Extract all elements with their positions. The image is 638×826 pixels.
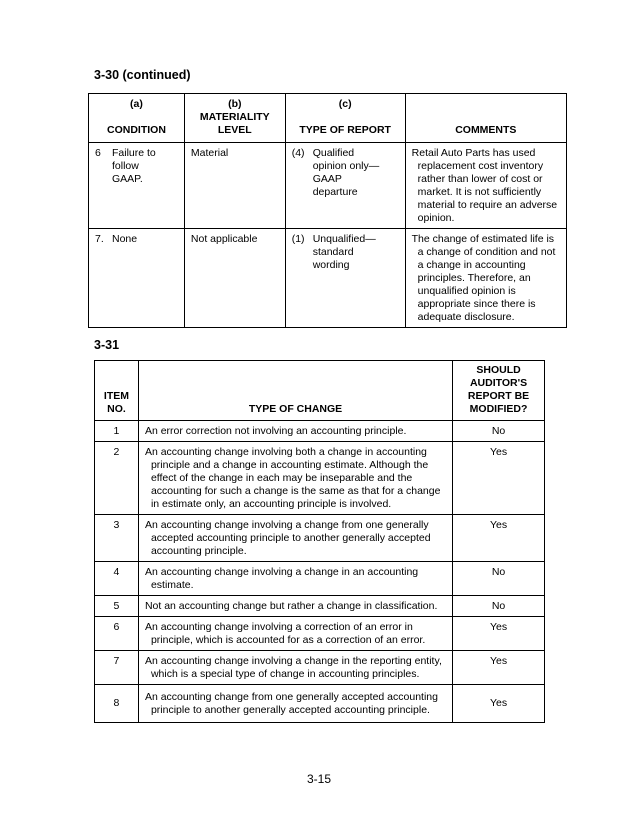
- item-no-cell: 6: [95, 617, 139, 651]
- type-of-change-cell: An accounting change involving a change in the reporting entity, which is a special type of change in accounting principles.: [138, 651, 452, 685]
- table-3-30: [88, 93, 567, 328]
- header-should-modify: SHOULD AUDITOR'S REPORT BE MODIFIED?: [453, 361, 545, 421]
- modified-cell: Yes: [453, 442, 545, 515]
- modified-cell: No: [453, 421, 545, 442]
- page-number: 3-15: [306, 772, 332, 786]
- table-3-31-header: [95, 361, 545, 421]
- table-row: [95, 596, 545, 617]
- item-no-cell: 1: [95, 421, 139, 442]
- header-type-of-change: TYPE OF CHANGE: [138, 361, 452, 421]
- modified-cell: No: [453, 562, 545, 596]
- table-row: [95, 562, 545, 596]
- item-no-cell: 2: [95, 442, 139, 515]
- materiality-cell: Not applicable: [184, 229, 285, 328]
- table-row: [95, 442, 545, 515]
- table-row: [95, 617, 545, 651]
- type-of-change-cell: An accounting change involving a change from one generally accepted accounting principle to another generally accepted accounting principle.: [138, 515, 452, 562]
- item-no-cell: 8: [95, 685, 139, 723]
- table-row: [89, 229, 567, 328]
- header-comments: COMMENTS: [405, 94, 566, 143]
- item-no-cell: 7: [95, 651, 139, 685]
- item-no-cell: 3: [95, 515, 139, 562]
- header-item-no: ITEM NO.: [95, 361, 139, 421]
- modified-cell: Yes: [453, 617, 545, 651]
- table-row: [95, 421, 545, 442]
- table-row: [89, 143, 567, 229]
- comments-cell: Retail Auto Parts has used replacement cost inventory rather than lower of cost or market. It is not sufficiently material to require an adverse opinion.: [405, 143, 566, 229]
- table-3-30-header: [89, 94, 567, 143]
- modified-cell: Yes: [453, 515, 545, 562]
- header-report-type: (c) TYPE OF REPORT: [285, 94, 405, 143]
- item-no-cell: 4: [95, 562, 139, 596]
- condition-cell: 6 Failure to follow GAAP.: [89, 143, 185, 229]
- modified-cell: Yes: [453, 685, 545, 723]
- table-row: [95, 651, 545, 685]
- type-of-change-cell: An accounting change involving a correction of an error in principle, which is accounted for as a correction of an error.: [138, 617, 452, 651]
- materiality-cell: Material: [184, 143, 285, 229]
- modified-cell: Yes: [453, 651, 545, 685]
- header-materiality: (b) MATERIALITY LEVEL: [184, 94, 285, 143]
- condition-cell: 7. None: [89, 229, 185, 328]
- type-of-change-cell: An accounting change involving both a change in accounting principle and a change in accounting estimate. Although the effect of the change in each may be inseparable and the accounting for such a change is the same as that for a change in estimate only, an accounting principle is involved.: [138, 442, 452, 515]
- report-type-cell: (1) Unqualified— standard wording: [285, 229, 405, 328]
- comments-cell: The change of estimated life is a change of condition and not a change in accounting principles. Therefore, an unqualified opinion is appropriate since there is adequate disclosure.: [405, 229, 566, 328]
- type-of-change-cell: An accounting change involving a change in an accounting estimate.: [138, 562, 452, 596]
- type-of-change-cell: An error correction not involving an accounting principle.: [138, 421, 452, 442]
- item-no-cell: 5: [95, 596, 139, 617]
- type-of-change-cell: An accounting change from one generally accepted accounting principle to another generally accepted accounting principle.: [138, 685, 452, 723]
- report-type-cell: (4) Qualified opinion only—GAAP departure: [285, 143, 405, 229]
- modified-cell: No: [453, 596, 545, 617]
- section-3-31-title: 3-31: [94, 338, 120, 352]
- table-3-31: [94, 360, 545, 723]
- header-condition: (a) CONDITION: [89, 94, 185, 143]
- type-of-change-cell: Not an accounting change but rather a change in classification.: [138, 596, 452, 617]
- table-row: [95, 685, 545, 723]
- section-3-30-title: 3-30 (continued): [94, 68, 191, 82]
- table-row: [95, 515, 545, 562]
